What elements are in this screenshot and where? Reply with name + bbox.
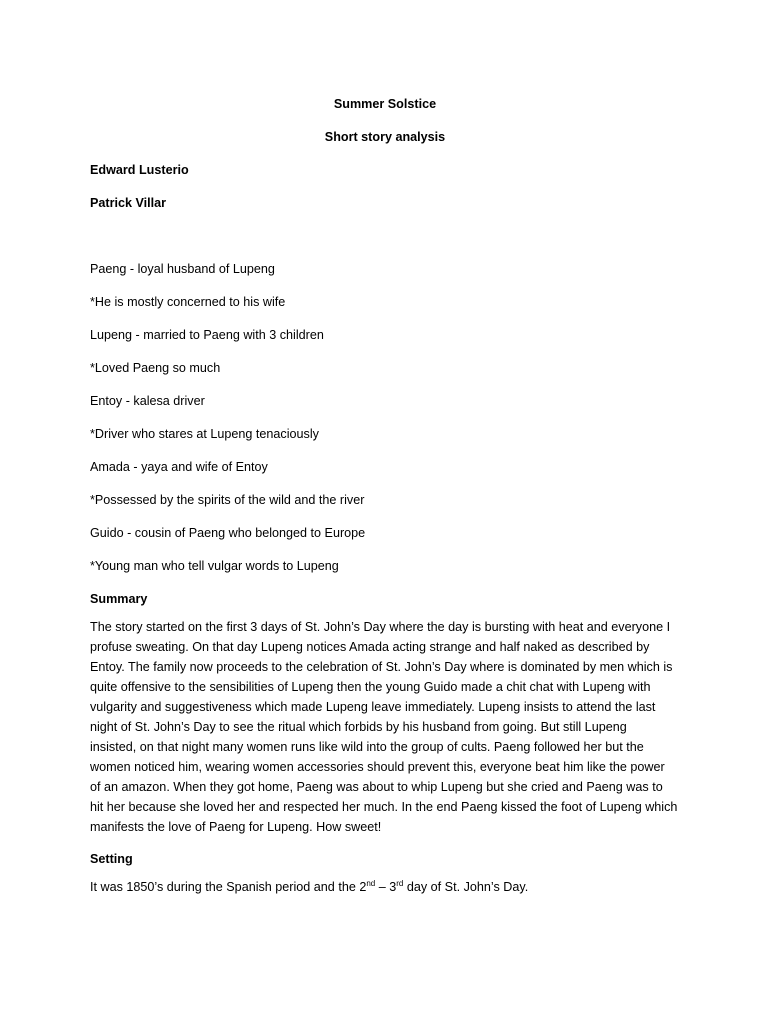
character-note: *Loved Paeng so much [90, 361, 221, 375]
character-entry: Entoy - kalesa driver [90, 394, 205, 408]
character-entry: Amada - yaya and wife of Entoy [90, 460, 268, 474]
character-note: *Possessed by the spirits of the wild and the river [90, 493, 365, 507]
setting-text: It was 1850’s during the Spanish period and the 2 [90, 880, 367, 894]
character-entry: Guido - cousin of Paeng who belonged to Europe [90, 526, 366, 540]
document-title: Summer Solstice [333, 97, 437, 111]
author-name: Patrick Villar [90, 196, 167, 210]
summary-line: The story started on the first 3 days of St. John’s Day where the day is bursting with heat and everyone I [90, 620, 671, 634]
ordinal-suffix: rd [396, 878, 404, 888]
character-note: *He is mostly concerned to his wife [90, 295, 286, 309]
setting-heading: Setting [90, 852, 133, 866]
summary-line: insisted, on that night many women runs like wild into the group of cults. Paeng followed her but the [90, 740, 644, 754]
summary-line: night of St. John’s Day to see the ritual which forbids by his husband from going. But still Lupeng [90, 720, 627, 734]
summary-line: Entoy. The family now proceeds to the celebration of St. John’s Day where is dominated by men which is [90, 660, 673, 674]
summary-heading: Summary [90, 592, 148, 606]
ordinal-suffix: nd [366, 878, 376, 888]
character-entry: Lupeng - married to Paeng with 3 children [90, 328, 324, 342]
character-entry: Paeng - loyal husband of Lupeng [90, 262, 275, 276]
summary-line: profuse sweating. On that day Lupeng notices Amada acting strange and half naked as described by [90, 640, 650, 654]
setting-text: day of St. John’s Day. [403, 880, 529, 894]
author-name: Edward Lusterio [90, 163, 189, 177]
summary-line: of an amazon. When they got home, Paeng was about to whip Lupeng but she cried and Paeng was to [90, 780, 663, 794]
document-subtitle: Short story analysis [324, 130, 446, 144]
summary-line: women noticed him, wearing women accessories should prevent this, everyone beat him like the power [90, 760, 665, 774]
summary-line: manifests the love of Paeng for Lupeng. How sweet! [90, 820, 382, 834]
summary-line: hit her because she loved her and respected her much. In the end Paeng kissed the foot of Lupeng which [90, 800, 678, 814]
character-note: *Young man who tell vulgar words to Lupeng [90, 559, 339, 573]
setting-paragraph [90, 877, 680, 897]
summary-line: quite offensive to the sensibilities of Lupeng then the young Guido made a chit chat with Lupeng with [90, 680, 651, 694]
summary-line: vulgarity and suggestiveness which made Lupeng leave immediately. Lupeng insists to attend the last [90, 700, 656, 714]
character-note: *Driver who stares at Lupeng tenaciously [90, 427, 319, 441]
setting-text: – 3 [375, 880, 397, 894]
summary-paragraph [90, 617, 680, 837]
